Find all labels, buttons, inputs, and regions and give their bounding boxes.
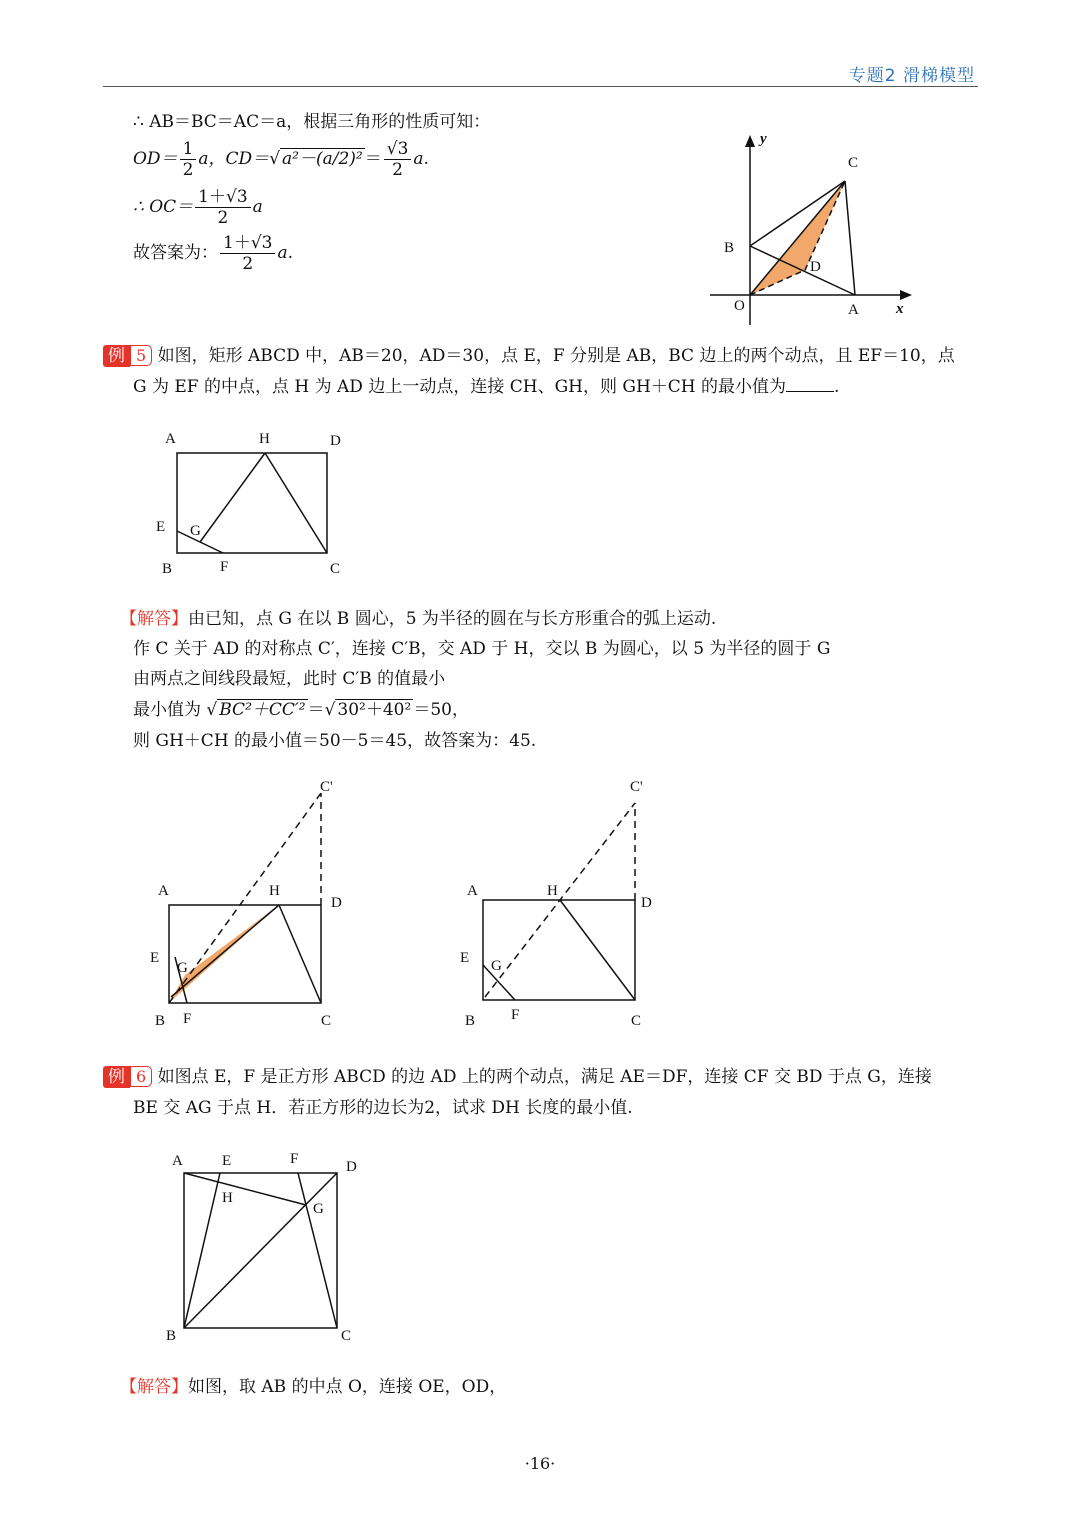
label-G: G: [177, 960, 188, 976]
label-G: G: [491, 958, 502, 974]
label-x: x: [896, 301, 904, 317]
label-E: E: [156, 519, 166, 535]
label-C: C: [330, 561, 341, 577]
label-D: D: [346, 1159, 357, 1175]
page-number: ·16·: [524, 1454, 556, 1473]
solution-tag: 【解答】: [120, 1377, 188, 1397]
label-A: A: [165, 431, 176, 447]
label-A: A: [467, 883, 478, 899]
y-axis-arrow: [745, 135, 755, 147]
radicand-1: BC²＋CC′²: [219, 700, 306, 720]
cd-end: a.: [413, 149, 429, 169]
example-5-text-2: G 为 EF 的中点，点 H 为 AD 边上一动点，连接 CH、GH，则 GH＋CH 的最小值为: [133, 377, 787, 397]
label-C: C: [341, 1328, 352, 1344]
example-6-line-1: [103, 1065, 932, 1089]
solution-6-text: 如图，取 AB 的中点 O，连接 OE，OD，: [188, 1377, 507, 1397]
segment-BE: [184, 1173, 220, 1328]
segment-OC: [750, 181, 845, 295]
label-E: E: [222, 1153, 232, 1169]
answer-blank: [786, 391, 834, 392]
example-5-line-1: [103, 344, 955, 368]
x-axis-arrow: [900, 290, 912, 300]
fraction-oc: $\frac{1+√3}{2}$: [195, 187, 250, 228]
label-C-prime: C': [630, 779, 643, 795]
radicand-2: 30²＋40²: [337, 700, 412, 720]
label-B: B: [162, 561, 173, 577]
label-C: C: [631, 1013, 642, 1029]
segment-CF: [298, 1173, 337, 1328]
equals: ＝: [364, 149, 382, 169]
example-6-line-2: BE 交 AG 于点 H．若正方形的边长为2，试求 DH 长度的最小值.: [133, 1098, 633, 1118]
example-6-badge: 例 6: [103, 1065, 152, 1089]
label-F: F: [511, 1007, 520, 1023]
label-D: D: [641, 895, 652, 911]
example-5-line-2: [133, 375, 839, 399]
label-D: D: [331, 895, 342, 911]
example-5-period: .: [834, 377, 840, 397]
rectangle-ABCD: [169, 905, 321, 1003]
label-A: A: [158, 883, 169, 899]
var-a: a: [198, 149, 209, 169]
label-F: F: [183, 1011, 192, 1027]
label-H: H: [259, 431, 270, 447]
label-D: D: [330, 433, 341, 449]
figure-square-abcd: [160, 1145, 370, 1350]
segment-BD: [184, 1173, 337, 1328]
label-F: F: [220, 559, 229, 575]
running-header: 专题2 滑梯模型: [848, 66, 975, 86]
label-O: O: [734, 298, 745, 314]
segment-CA: [845, 181, 855, 295]
solution-5-line-2: 作 C 关于 AD 的对称点 C′，连接 C′B，交 AD 于 H，交以 B 为圆心，以 5 为半径的圆于 G: [133, 639, 831, 659]
label-B: B: [724, 240, 735, 256]
oc-lhs: ∴ OC＝: [133, 197, 194, 217]
label-H: H: [269, 883, 280, 899]
label-E: E: [460, 950, 470, 966]
solution-5-text-1: 由已知，点 G 在以 B 圆心，5 为半径的圆在与长方形重合的弧上运动.: [188, 609, 717, 629]
example-6-text-1: 如图点 E，F 是正方形 ABCD 的边 AD 上的两个动点，满足 AE＝DF，连接 CF 交 BD 于点 G，连接: [157, 1067, 932, 1087]
segment-GH: [200, 453, 265, 542]
label-y: y: [760, 131, 767, 147]
example-5-text-1: 如图，矩形 ABCD 中，AB＝20，AD＝30，点 E，F 分别是 AB，BC 边上的两个动点，且 EF＝10，点: [157, 346, 955, 366]
segment-GH: [171, 905, 279, 997]
label-H: H: [547, 883, 558, 899]
label-B: B: [155, 1013, 166, 1029]
figure-coordinate-triangle: [700, 125, 930, 325]
label-A: A: [172, 1153, 183, 1169]
fraction-half: $\frac{1}{2}$: [180, 139, 197, 180]
dashed-BC-prime: [169, 793, 321, 1003]
equals-1: ＝: [307, 700, 325, 720]
segment-HC: [265, 453, 327, 553]
label-D: D: [810, 259, 821, 275]
od-lhs: OD＝: [133, 149, 178, 169]
answer-suffix: a.: [277, 243, 294, 263]
example-5-badge: 例 5: [103, 344, 152, 368]
label-H: H: [222, 1190, 233, 1206]
solution-line-1: ∴ AB＝BC＝AC＝a，根据三角形的性质可知：: [133, 112, 491, 132]
figure-reflection-shaded: [145, 775, 355, 1035]
solution-5-line-1: [120, 607, 716, 631]
label-C: C: [321, 1013, 332, 1029]
label-B: B: [465, 1013, 476, 1029]
solution-line-od-cd: OD＝ $\frac{1}{2}$ a，CD＝√ a²－(a/2)² ＝ $\frac{√3}{2}$ a.: [133, 139, 429, 180]
fraction-answer: $\frac{1+√3}{2}$: [220, 233, 275, 274]
solution-5-line-3: 由两点之间线段最短，此时 C′B 的值最小: [133, 669, 446, 689]
label-F: F: [290, 1151, 299, 1167]
solution-line-oc: [133, 187, 263, 228]
label-C-prime: C': [320, 779, 333, 795]
figure-reflection: [455, 775, 670, 1035]
solution-6-line: [120, 1375, 506, 1399]
min-value-label: 最小值为: [133, 700, 207, 720]
solution-tag: 【解答】: [120, 609, 188, 629]
segment-HC: [279, 905, 321, 1003]
label-G: G: [313, 1201, 324, 1217]
segment-AG: [184, 1173, 306, 1205]
label-B: B: [166, 1328, 177, 1344]
header-rule: [103, 86, 978, 87]
cd-radicand: a²－(a/2)²: [282, 149, 363, 169]
result-50: ＝50，: [413, 700, 469, 720]
label-C: C: [848, 155, 859, 171]
label-E: E: [150, 950, 160, 966]
segment-HC: [560, 900, 635, 1000]
label-G: G: [190, 523, 201, 539]
answer-prefix: 故答案为：: [133, 243, 218, 263]
rectangle-ABCD: [483, 900, 635, 1000]
cd-lhs: ，CD＝: [208, 149, 270, 169]
solution-5-line-5: 则 GH＋CH 的最小值＝50－5＝45，故答案为：45.: [133, 731, 537, 751]
solution-5-line-4: 最小值为 √ BC²＋CC′² ＝√ 30²＋40² ＝50，: [133, 700, 469, 720]
oc-a: a: [252, 197, 263, 217]
solution-answer-line: [133, 233, 293, 274]
label-A: A: [848, 302, 859, 318]
figure-rectangle-abcd: [150, 425, 360, 580]
fraction-sqrt3-over-2: $\frac{√3}{2}$: [384, 139, 412, 180]
